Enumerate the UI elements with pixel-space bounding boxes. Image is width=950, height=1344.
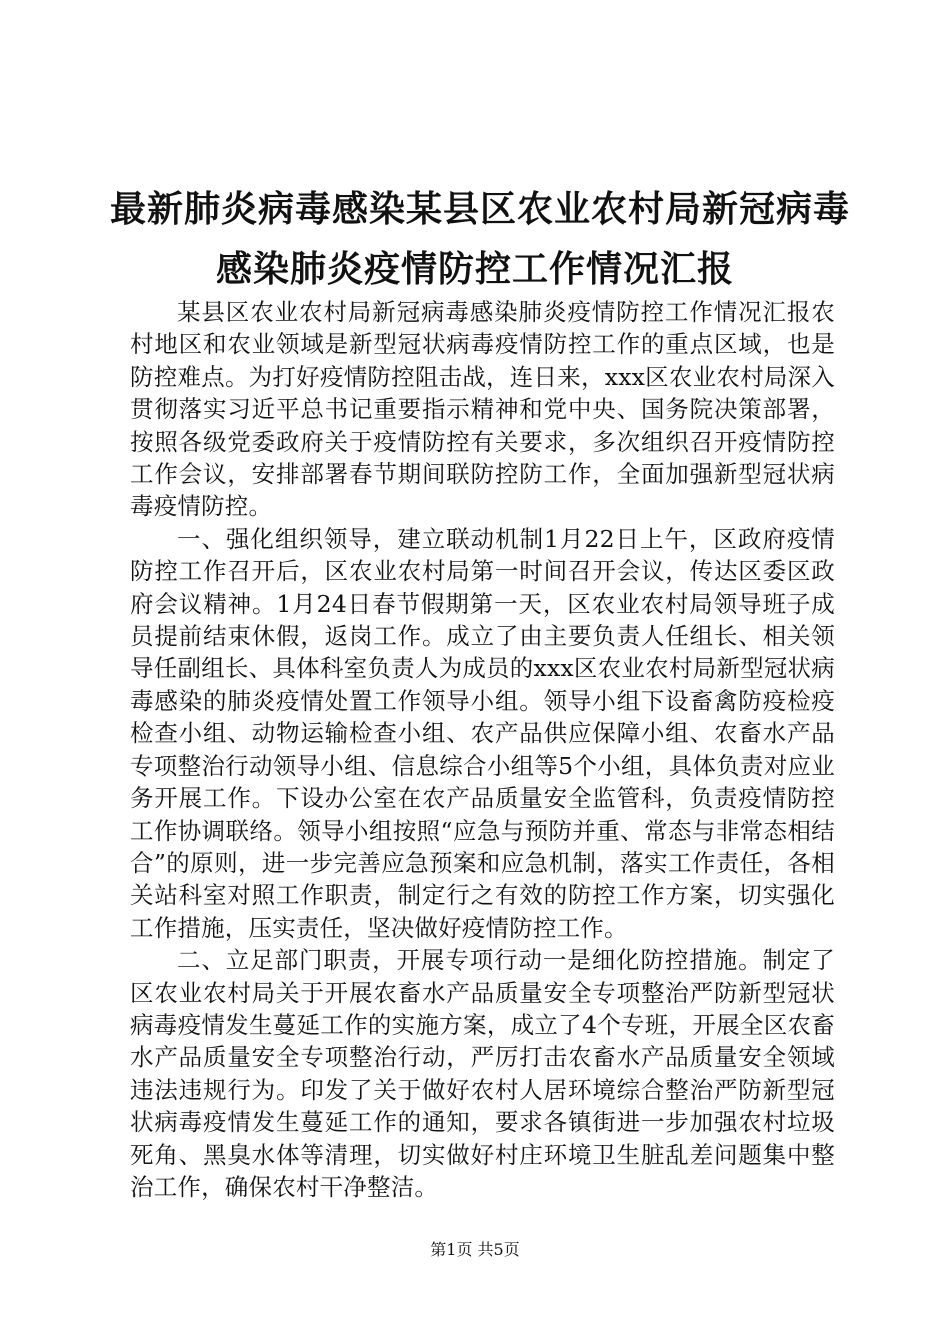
document-title <box>110 180 851 300</box>
page-footer: 第1页 共5页 <box>430 1240 520 1259</box>
paragraph-intro: 某县区农业农村局新冠病毒感染肺炎疫情防控工作情况汇报农村地区和农业领域是新型冠状病毒疫情防控工作的重点区域，也是防控难点。为打好疫情防控阻击战，连日来，xxx区农业农村局深入贯彻落实习近平总书记重要指示精神和党中央、国务院决策部署，按照各级党委政府关于疫情防控有关要求，多次组织召开疫情防控工作会议，安排部署春节期间联防控防工作，全面加强新型冠状病毒疫情防控。 <box>130 298 835 521</box>
paragraph-section-2: 二、立足部门职责，开展专项行动一是细化防控措施。制定了区农业农村局关于开展农畜水产品质量安全专项整治严防新型冠状病毒疫情发生蔓延工作的实施方案，成立了4个专班，开展全区农畜水产品质量安全专项整治行动，严厉打击农畜水产品质量安全领域违法违规行为。印发了关于做好农村人居环境综合整治严防新型冠状病毒疫情发生蔓延工作的通知，要求各镇街进一步加强农村垃圾死角、黑臭水体等清理，切实做好村庄环境卫生脏乱差问题集中整治工作，确保农村干净整洁。 <box>130 946 835 1201</box>
paragraph-section-1: 一、强化组织领导，建立联动机制1月22日上午，区政府疫情防控工作召开后，区农业农村局第一时间召开会议，传达区委区政府会议精神。1月24日春节假期第一天，区农业农村局领导班子成员提前结束休假，返岗工作。成立了由主要负责人任组长、相关领导任副组长、具体科室负责人为成员的xxx区农业农村局新型冠状病毒感染的肺炎疫情处置工作领导小组。领导小组下设畜禽防疫检疫检查小组、动物运输检查小组、农产品供应保障小组、农畜水产品专项整治行动领导小组、信息综合小组等5个小组，具体负责对应业务开展工作。下设办公室在农产品质量安全监管科，负责疫情防控工作协调联络。领导小组按照“应急与预防并重、常态与非常态相结合”的原则，进一步完善应急预案和应急机制，落实工作责任，各相关站科室对照工作职责，制定行之有效的防控工作方案，切实强化工作措施，压实责任，坚决做好疫情防控工作。 <box>130 524 835 942</box>
document-body <box>130 296 835 1203</box>
title-line-1: 最新肺炎病毒感染某县区农业农村局新冠病毒 <box>110 189 851 230</box>
title-line-2: 感染肺炎疫情防控工作情况汇报 <box>215 249 734 290</box>
